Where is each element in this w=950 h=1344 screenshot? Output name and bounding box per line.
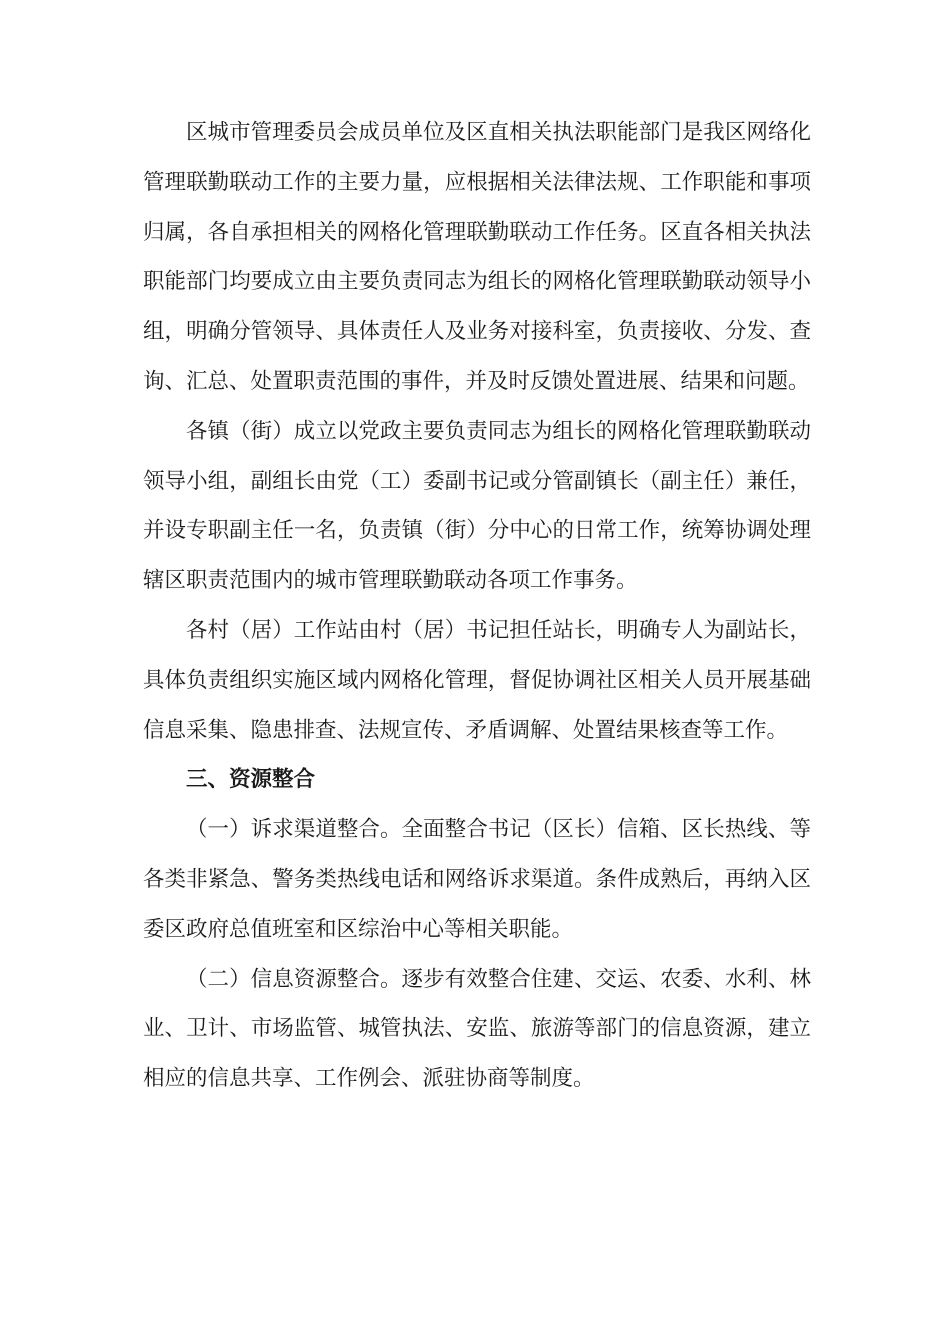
section-heading-resource-integration: 三、资源整合 bbox=[186, 767, 316, 793]
paragraph-responsibility-departments: 区城市管理委员会成员单位及区直相关执法职能部门是我区网络化管理联勤联动工作的主要力量，应根据相关法律法规、工作职能和事项归属，各自承担相关的网格化管理联勤联动工作任务。区直各相关执法职能部门均要成立由主要负责同志为组长的网格化管理联勤联动领导小组，明确分管领导、具体责任人及业务对接科室，负责接收、分发、查询、汇总、处置职责范围的事件，并及时反馈处置进展、结果和问题。 bbox=[143, 120, 811, 394]
paragraph-village-workstation: 各村（居）工作站由村（居）书记担任站长，明确专人为副站长，具体负责组织实施区域内网格化管理，督促协调社区相关人员开展基础信息采集、隐患排查、法规宣传、矛盾调解、处置结果核查等工作。 bbox=[143, 617, 811, 743]
paragraph-town-street-leadership: 各镇（街）成立以党政主要负责同志为组长的网格化管理联勤联动领导小组，副组长由党（工）委副书记或分管副镇长（副主任）兼任，并设专职副主任一名，负责镇（街）分中心的日常工作，统筹协调处理辖区职责范围内的城市管理联勤联动各项工作事务。 bbox=[143, 418, 811, 594]
document-body bbox=[143, 108, 811, 1104]
paragraph-appeal-channel-integration: （一）诉求渠道整合。全面整合书记（区长）信箱、区长热线、等各类非紧急、警务类热线电话和网络诉求渠道。条件成熟后，再纳入区委区政府总值班室和区综治中心等相关职能。 bbox=[143, 817, 811, 942]
paragraph-information-resource-integration: （二）信息资源整合。逐步有效整合住建、交运、农委、水利、林业、卫计、市场监管、城管执法、安监、旅游等部门的信息资源，建立相应的信息共享、工作例会、派驻协商等制度。 bbox=[143, 966, 811, 1092]
